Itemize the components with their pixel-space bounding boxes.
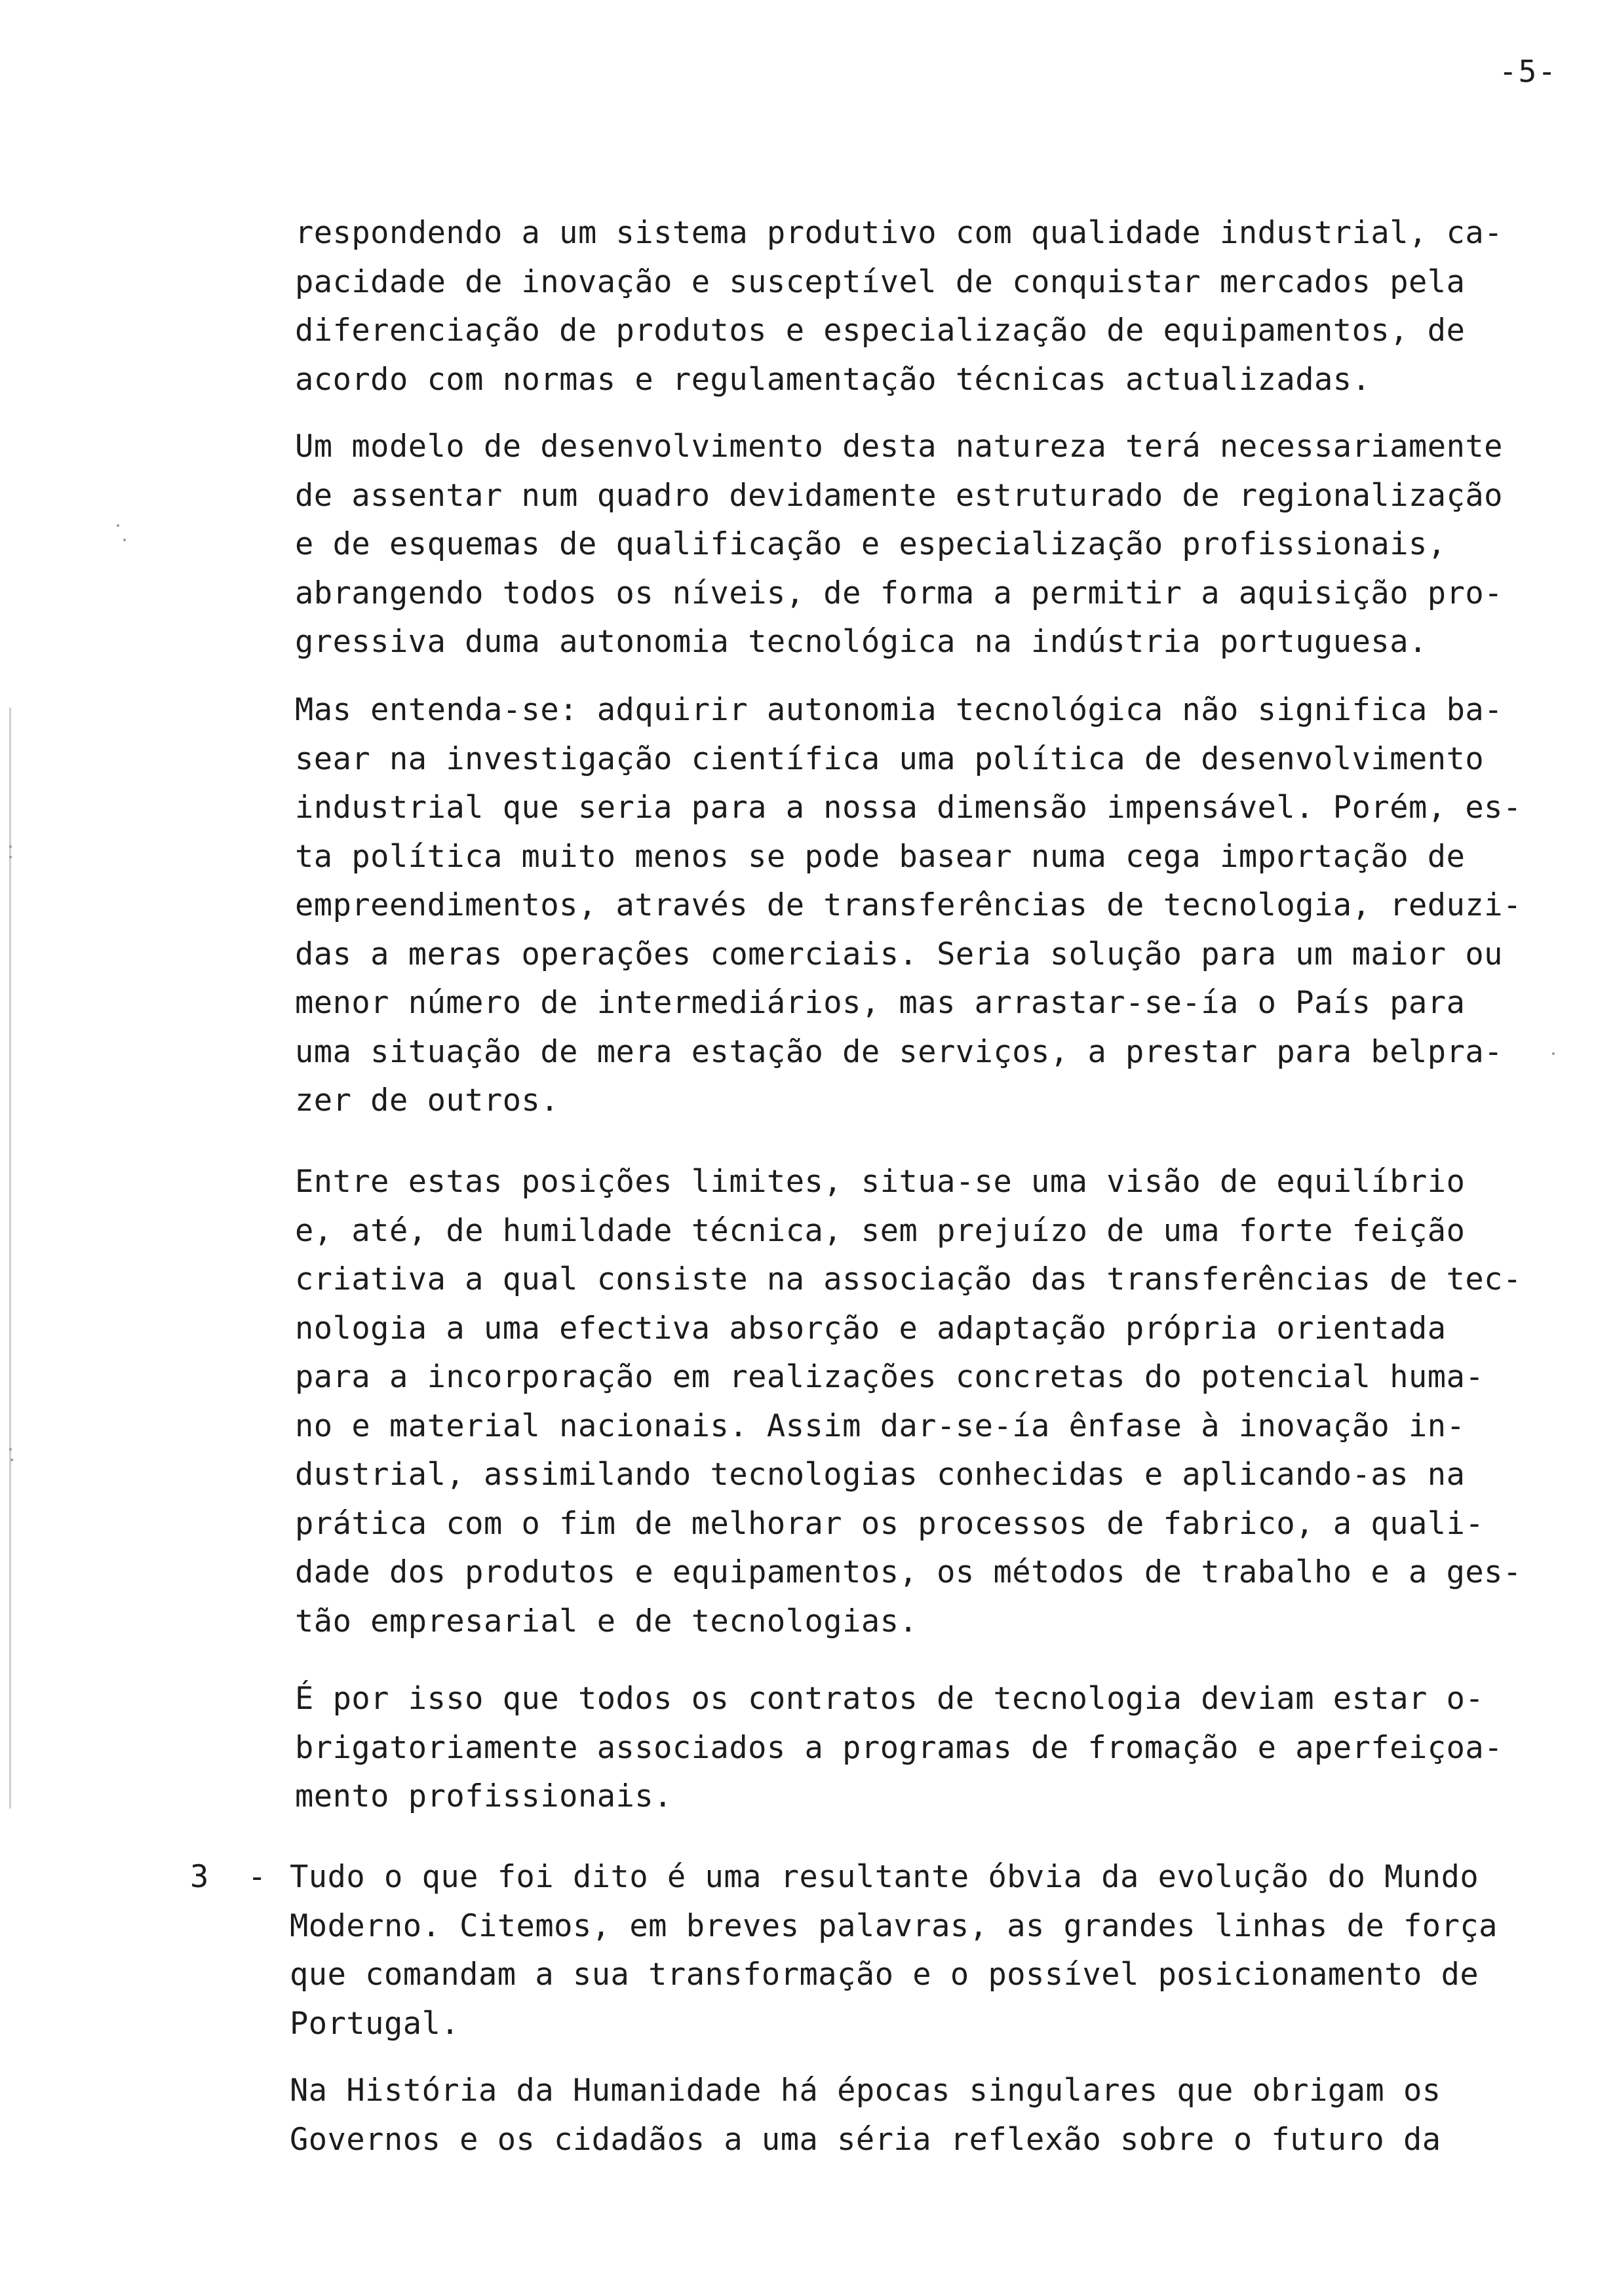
scan-speck — [9, 1448, 12, 1451]
paragraph-text: Na História da Humanidade há épocas singulares que obrigam os Governos e os cidadãos a uma séria reflexão sobre o futuro da — [290, 2073, 1441, 2158]
section-number: 3 — [190, 1859, 209, 1895]
paragraph-text: Entre estas posições limites, situa-se uma visão de equilíbrio e, até, de humildade técnica, sem prejuízo de uma forte feição criativa a qual consiste na associação das transferências de tec- nologia a uma efectiva absorção e adaptação própria orientada para a incorporação em realizações concretas do potencial huma- no e material nacionais. Assim dar-se-ía ênfase à inovação in- dustrial, assimilando tecnologias conhecidas e aplicando-as na prática com o fim de melhorar os processos de fabrico, a quali- dade dos produtos e equipamentos, os métodos de trabalho e a ges- tão empresarial e de tecnologias. — [295, 1164, 1522, 1639]
paragraph-text: Tudo o que foi dito é uma resultante óbvia da evolução do Mundo Moderno. Citemos, em breves palavras, as grandes linhas de força que comandam a sua transformação e o possível posicionamento de Portugal. — [290, 1859, 1498, 2042]
paragraph-3 — [295, 686, 1573, 1126]
paragraph-text: Um modelo de desenvolvimento desta natureza terá necessariamente de assentar num quadro devidamente estruturado de regionalização e de esquemas de qualificação e especialização profissionais, abrangendo todos os níveis, de forma a permitir a aquisição pro- gressiva duma autonomia tecnológica na indústria portuguesa. — [295, 429, 1503, 660]
section-3-paragraph-1 — [290, 1853, 1568, 2048]
paragraph-5 — [295, 1675, 1573, 1822]
paragraph-text: É por isso que todos os contratos de tecnologia deviam estar o- brigatoriamente associados a programas de fromação e aperfeiçoa- mento profissionais. — [295, 1681, 1503, 1814]
paragraph-1 — [295, 209, 1573, 404]
section-dash: - — [248, 1859, 267, 1895]
paragraph-2 — [295, 423, 1573, 667]
scan-speck — [123, 539, 126, 541]
paragraph-text: respondendo a um sistema produtivo com qualidade industrial, ca- pacidade de inovação e susceptível de conquistar mercados pela diferenciação de produtos e especialização de equipamentos, de acordo com normas e regulamentação técnicas actualizadas. — [295, 215, 1503, 398]
paragraph-4 — [295, 1158, 1573, 1646]
scan-speck — [9, 845, 12, 848]
scan-speck — [10, 1459, 13, 1461]
scan-speck — [117, 524, 119, 527]
section-3-paragraph-2 — [290, 2067, 1568, 2164]
paragraph-text: Mas entenda-se: adquirir autonomia tecnológica não significa ba- sear na investigação científica uma política de desenvolvimento industrial que seria para a nossa dimensão impensável. Porém, es- ta política muito menos se pode basear numa cega importação de empreendimentos, através de transferências de tecnologia, reduzi- das a meras operações comerciais. Seria solução para um maior ou menor número de intermediários, mas arrastar-se-ía o País para uma situação de mera estação de serviços, a prestar para belpra- zer de outros. — [295, 692, 1522, 1119]
page-number: -5- — [1498, 54, 1557, 89]
scan-speck — [9, 856, 12, 858]
scan-margin-line — [9, 708, 11, 1808]
